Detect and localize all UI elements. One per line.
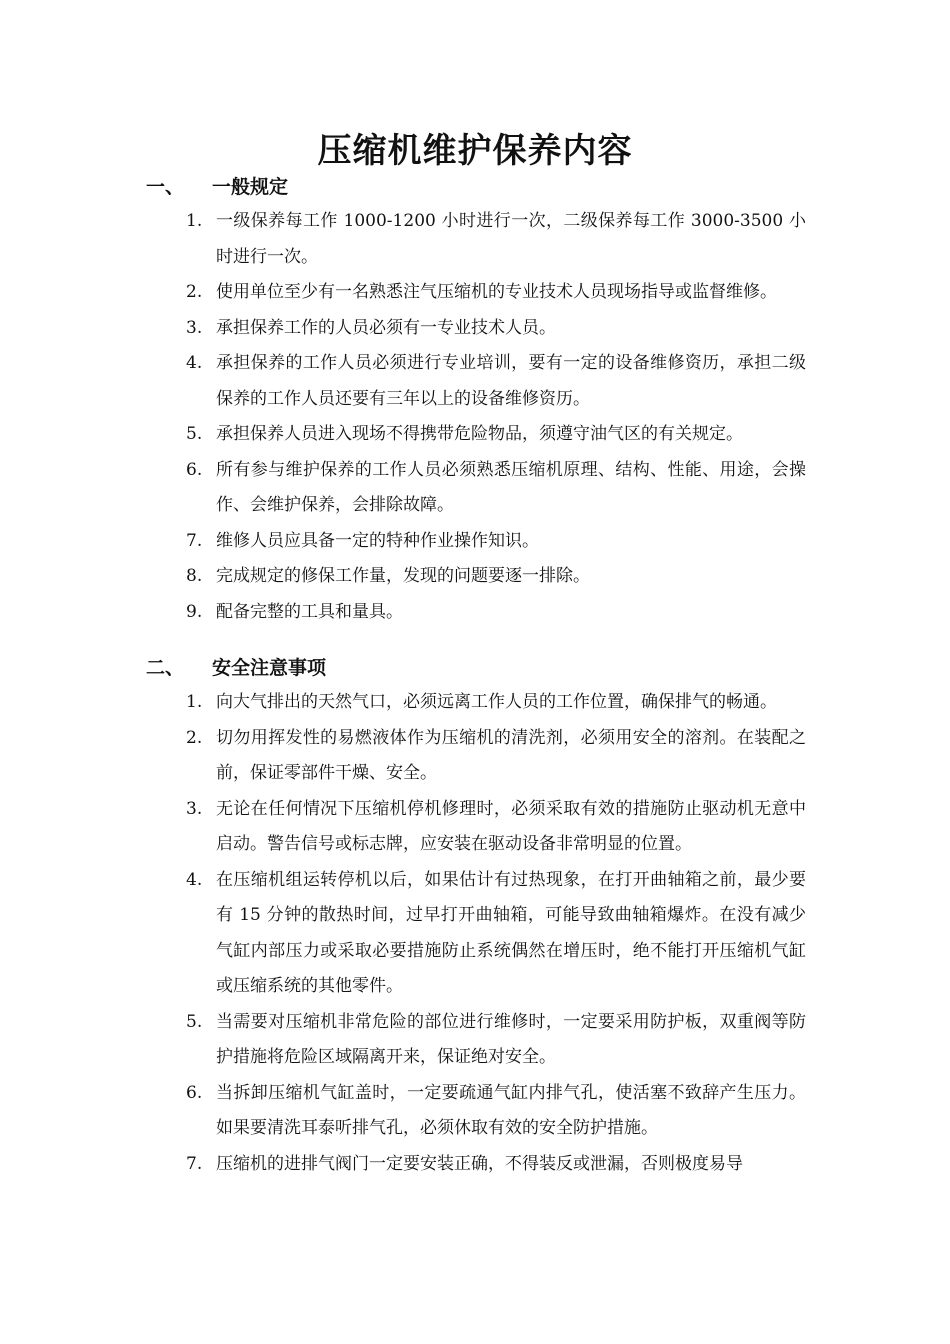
item-number: 5. [186, 424, 203, 444]
section-number: 二、 [146, 657, 185, 679]
item-number: 2. [186, 282, 203, 302]
list-item [0, 1147, 806, 1183]
section-safety-notes [0, 651, 950, 1182]
item-text: 一级保养每工作 1000-1200 小时进行一次，二级保养每工作 3000-3500 小时进行一次。 [216, 211, 806, 267]
item-text: 无论在任何情况下压缩机停机修理时，必须采取有效的措施防止驱动机无意中启动。警告信号或标志牌，应安装在驱动设备非常明显的位置。 [216, 798, 806, 854]
item-number: 2. [186, 727, 203, 748]
list-item [0, 1076, 806, 1147]
item-text: 承担保养人员进入现场不得携带危险物品，须遵守油气区的有关规定。 [216, 424, 743, 444]
list-item [0, 204, 806, 275]
list-item [0, 311, 806, 347]
item-number: 8. [186, 566, 203, 586]
section-heading [0, 651, 950, 685]
list-item [0, 524, 806, 560]
item-number: 9. [186, 601, 203, 622]
item-text: 当需要对压缩机非常危险的部位进行维修时，一定要采用防护板，双重阀等防护措施将危险区域隔离开来，保证绝对安全。 [216, 1011, 806, 1067]
list-item [0, 559, 806, 595]
item-text: 切勿用挥发性的易燃液体作为压缩机的清洗剂，必须用安全的溶剂。在装配之前，保证零部件干燥、安全。 [216, 727, 806, 783]
item-text: 承担保养的工作人员必须进行专业培训，要有一定的设备维修资历，承担二级保养的工作人员还要有三年以上的设备维修资历。 [216, 353, 806, 409]
item-text: 完成规定的修保工作量，发现的问题要逐一排除。 [216, 566, 590, 586]
section-title: 安全注意事项 [212, 657, 327, 679]
item-number: 1. [186, 211, 203, 231]
list-item [0, 595, 806, 631]
list-item [0, 417, 806, 453]
item-number: 7. [186, 1153, 203, 1174]
list-item [0, 275, 806, 311]
item-text: 维修人员应具备一定的特种作业操作知识。 [216, 530, 539, 551]
item-text: 向大气排出的天然气口，必须远离工作人员的工作位置，确保排气的畅通。 [216, 692, 777, 712]
item-text: 压缩机的进排气阀门一定要安装正确，不得装反或泄漏，否则极度易导 [216, 1153, 743, 1174]
section-number: 一、 [146, 176, 185, 198]
document-title: 压缩机维护保养内容 [317, 131, 633, 171]
item-text: 承担保养工作的人员必须有一专业技术人员。 [216, 317, 556, 338]
item-text: 配备完整的工具和量具。 [216, 601, 403, 622]
item-text: 当拆卸压缩机气缸盖时，一定要疏通气缸内排气孔，使活塞不致辞产生压力。如果要清洗耳泰听排气孔，必须休取有效的安全防护措施。 [216, 1082, 806, 1138]
list-item [0, 346, 806, 417]
item-number: 6. [186, 459, 203, 480]
item-number: 4. [186, 353, 203, 373]
item-number: 6. [186, 1082, 203, 1103]
section-title: 一般规定 [212, 176, 289, 198]
item-text: 所有参与维护保养的工作人员必须熟悉压缩机原理、结构、性能、用途，会操作、会维护保养，会排除故障。 [216, 459, 806, 515]
item-number: 3. [186, 317, 203, 338]
item-text: 使用单位至少有一名熟悉注气压缩机的专业技术人员现场指导或监督维修。 [216, 282, 777, 302]
item-number: 3. [186, 798, 203, 819]
item-text: 在压缩机组运转停机以后，如果估计有过热现象，在打开曲轴箱之前，最少要有 15 分钟的散热时间，过早打开曲轴箱，可能导致曲轴箱爆炸。在没有减少气缸内部压力或采取必要措施防止系统偶然在增压时，绝不能打开压缩机气缸或压缩系统的其他零件。 [216, 869, 806, 996]
section-heading [0, 170, 950, 204]
section-general-rules [0, 170, 950, 630]
list-item [0, 721, 806, 792]
list-item [0, 863, 806, 1005]
list-item [0, 792, 806, 863]
item-number: 4. [186, 869, 203, 890]
rule-list [0, 204, 950, 630]
item-number: 7. [186, 530, 203, 551]
item-number: 1. [186, 692, 203, 712]
list-item [0, 1005, 806, 1076]
list-item [0, 453, 806, 524]
safety-list [0, 685, 950, 1182]
item-number: 5. [186, 1011, 203, 1032]
list-item [0, 685, 806, 721]
